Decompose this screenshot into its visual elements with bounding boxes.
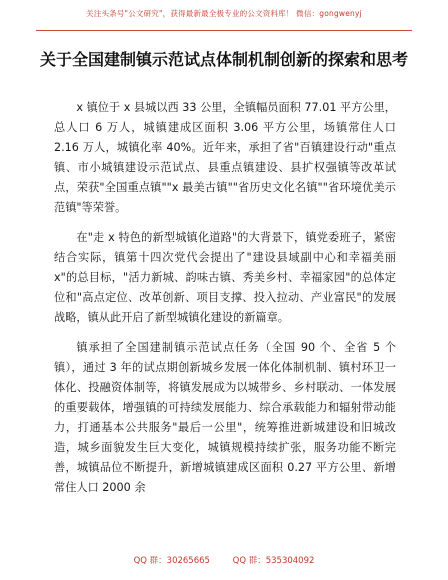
footer-qq-groups xyxy=(0,554,448,566)
paragraph-1: x 镇位于 x 县城以西 33 公里，全镇幅员面积 77.01 平方公里，总人口 6 万人，城镇建成区面积 3.06 平方公里，场镇常住人口 2.16 万人，城镇化率 40%。近年来，承担了省"百镇建设行动"重点镇、市小城镇建设示范试点、县重点镇建设、县扩权强镇等改革试点，荣获"全国重点镇""x 最美古镇""省历史文化名镇""省环境优美示范镇"等荣誉。 xyxy=(54,101,396,214)
paragraph-3: 镇承担了全国建制镇示范试点任务（全国 90 个、全省 5 个镇），通过 3 年的试点期创新城乡发展一体化体制机制、镇村环卫一体化、投融资体制等，将镇发展成为以城带乡、乡村联动、一体发展的重要载体，增强镇的可持续发展能力、综合承载能力和辐射带动能力，打通基本公共服务"最后一公里"，统筹推进新城建设和旧城改造，城乡面貌发生巨大变化，城镇规模持续扩张，服务功能不断完善，城镇品位不断提升，新增城镇建成区面积 0.27 平方公里、新增常住人口 2000 余 xyxy=(54,341,396,494)
paragraph-2: 在"走 x 特色的新型城镇化道路"的大背景下，镇党委班子，紧密结合实际，镇第十四次党代会提出了"建设县域副中心和幸福美丽 x"的总目标，"活力新城、韵味古镇、秀美乡村、幸福家园"的总体定位和"高点定位、改革创新、项目支撑、投入拉动、产业富民"的发展战略，镇从此开启了新型城镇化建设的新篇章。 xyxy=(54,231,396,324)
footer-qq-group-2: QQ 群：535304092 xyxy=(232,556,315,566)
document-title: 关于全国建制镇示范试点体制机制创新的探索和思考 xyxy=(39,50,408,69)
header-divider xyxy=(36,30,412,31)
header-banner: 关注头条号"公文研究"，获得最新最全极专业的公文资料库！ 微信：gongwenyj xyxy=(86,9,362,18)
footer-qq-group-1: QQ 群：30265665 xyxy=(133,556,210,566)
document-body xyxy=(54,98,396,508)
